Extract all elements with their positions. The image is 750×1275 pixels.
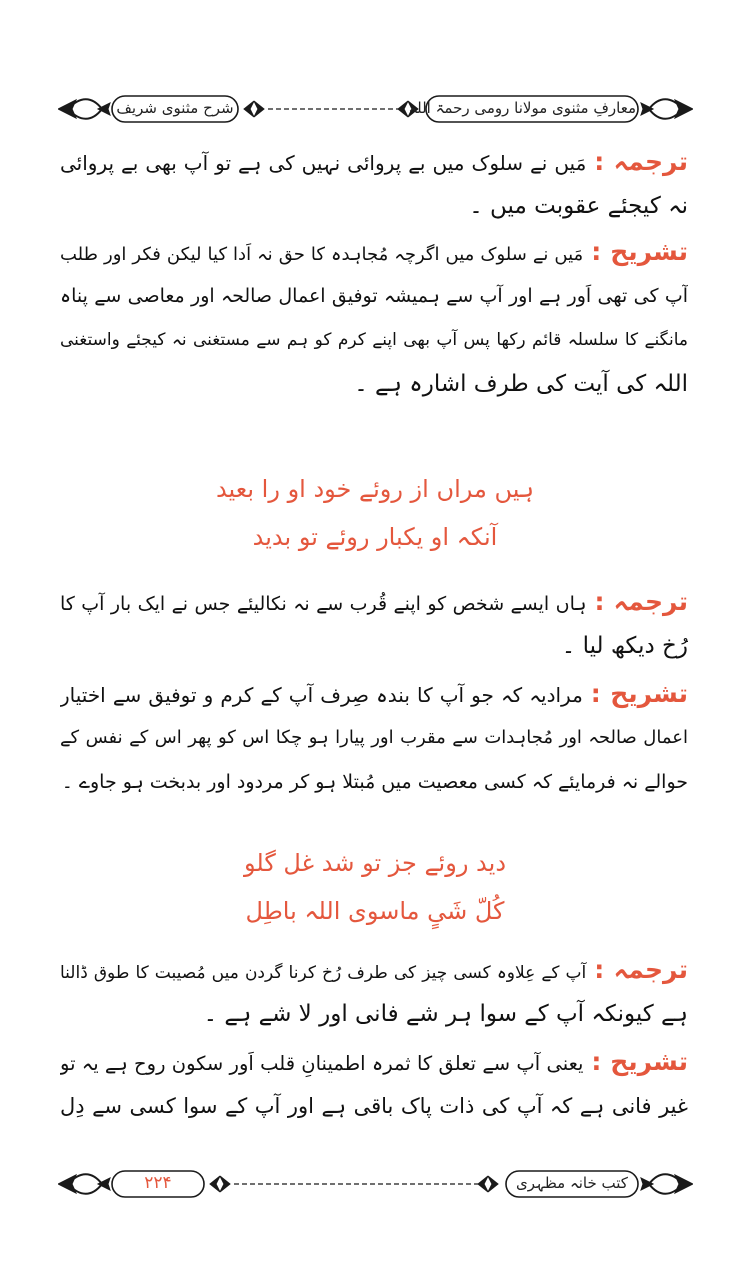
verse-line: آنکہ او یکبار روئے تو بدید — [252, 523, 498, 551]
header-right-title: معارفِ مثنوی مولانا رومی رحمۃ اللہ — [408, 99, 636, 117]
commentary-label: تشریح : — [591, 1047, 688, 1076]
text-line: تشریح :مَیں نے سلوک میں اگرچہ مُجاہدہ کا حق نہ اَدا کیا لیکن فکر اور طلب — [60, 237, 688, 266]
text-line: ہے کیونکہ آپ کے سوا ہر شے فانی اور لا شے ہے ۔ — [203, 1001, 688, 1027]
footer-ornament-band — [58, 1167, 693, 1201]
header-ornament-band — [58, 92, 693, 126]
text-line: ترجمہ :آپ کے عِلاوہ کسی چیز کی طرف رُخ کرنا گردن میں مُصیبت کا طوق ڈالنا — [60, 955, 688, 984]
translation-label: ترجمہ : — [594, 147, 688, 176]
header-left-title: شرح مثنوی شریف — [116, 99, 234, 117]
publisher-name: کتب خانہ مظہری — [516, 1174, 628, 1192]
translation-label: ترجمہ : — [594, 955, 688, 984]
verse-line: دید روئے جز تو شد غل گلو — [243, 849, 507, 877]
commentary-label: تشریح : — [591, 237, 688, 266]
text-line: اللہ کی آیت کی طرف اشارہ ہے ۔ — [354, 371, 688, 397]
text-line: حوالے نہ فرمایئے کہ کسی معصیت میں مُبتلا ہو کر مردود اور بدبخت ہو جاوے ۔ — [61, 771, 688, 793]
verse-line: ہیں مراں از روئے خود او را بعید — [215, 475, 535, 503]
page-number: ۲۲۴ — [144, 1173, 172, 1193]
text-line: نہ کیجئے عقوبت میں ۔ — [469, 193, 688, 219]
translation-label: ترجمہ : — [594, 587, 688, 616]
translation-3 — [60, 948, 688, 1036]
translation-2 — [60, 580, 688, 668]
text-line: اعمال صالحہ اور مُجاہدات سے مقرب اور پیارا ہو چکا اس کو پھر اس کے نفس کے — [60, 727, 688, 748]
text-line: غیر فانی ہے کہ آپ کی ذات پاک باقی ہے اور آپ کے سوا کسی سے دِل — [60, 1094, 688, 1118]
text-line: تشریح :مرادیہ کہ جو آپ کا بندہ صِرف آپ کے کرم و توفیق سے اختیار — [60, 679, 688, 708]
commentary-2 — [60, 672, 688, 804]
text-line: مانگنے کا سلسلہ قائم رکھا پس آپ بھی اپنے کرم کو ہم سے مستغنی نہ کیجئے واستغنی — [60, 330, 688, 350]
commentary-1 — [60, 230, 688, 406]
commentary-3 — [60, 1040, 688, 1128]
commentary-label: تشریح : — [590, 679, 688, 708]
text-line: رُخ دیکھ لیا ۔ — [561, 633, 688, 659]
text-line: ترجمہ :مَیں نے سلوک میں بے پروائی نہیں کی ہے تو آپ بھی بے پروائی — [60, 147, 688, 176]
text-line: تشریح :یعنی آپ سے تعلق کا ثمرہ اطمینانِ قلب اَور سکون روح ہے یہ تو — [60, 1047, 688, 1076]
translation-1 — [60, 140, 688, 228]
text-line: ترجمہ :ہاں ایسے شخص کو اپنے قُرب سے نہ نکالیئے جس نے ایک بار آپ کا — [60, 587, 688, 616]
verse-line: کُلّ شَیٍ ماسوی اللہ باطِل — [245, 897, 505, 925]
text-line: آپ کی تھی اَور ہے اور آپ سے ہمیشہ توفیق اعمال صالحہ اور معاصی سے پناہ — [60, 285, 688, 307]
